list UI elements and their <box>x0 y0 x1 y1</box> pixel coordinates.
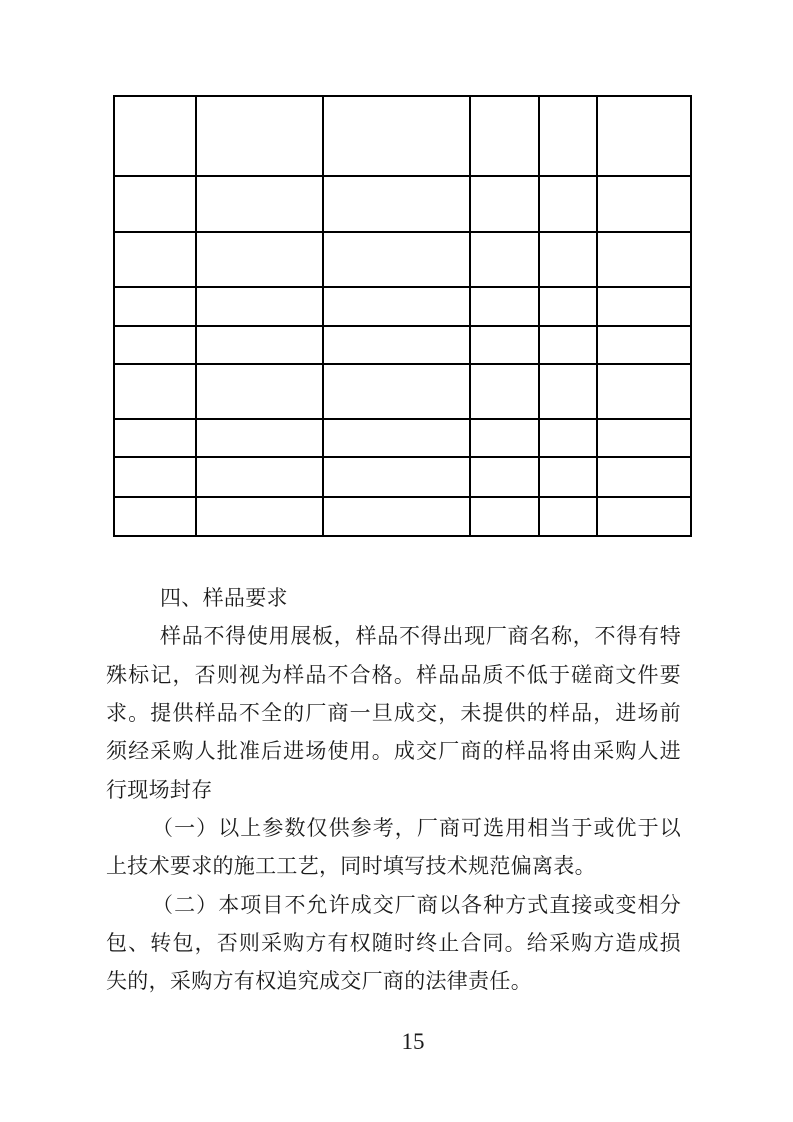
table-cell <box>597 176 691 232</box>
table-cell <box>470 96 539 176</box>
table-cell <box>114 232 196 287</box>
table-cell <box>597 326 691 364</box>
table-cell <box>196 326 323 364</box>
paragraph-1-line-2: 殊标记，否则视为样品不合格。样品品质不低于磋商文件要 <box>106 662 681 687</box>
table-cell <box>114 96 196 176</box>
table-cell <box>114 364 196 419</box>
table-cell <box>597 287 691 326</box>
table-cell <box>323 497 470 536</box>
table-cell <box>196 457 323 497</box>
table-cell <box>470 326 539 364</box>
table-cell <box>114 176 196 232</box>
table-cell <box>470 364 539 419</box>
table-cell <box>470 497 539 536</box>
document-body-text <box>106 579 681 1001</box>
table-cell <box>539 96 597 176</box>
sample-table <box>113 95 692 537</box>
table-cell <box>196 419 323 457</box>
paragraph-2-line-1: （一）以上参数仅供参考，厂商可选用相当于或优于以 <box>152 816 681 841</box>
table-cell <box>597 419 691 457</box>
table-cell <box>539 326 597 364</box>
table-row <box>114 457 691 497</box>
table-cell <box>470 419 539 457</box>
table-cell <box>196 364 323 419</box>
table-cell <box>597 96 691 176</box>
table-cell <box>539 364 597 419</box>
table-cell <box>196 96 323 176</box>
table-cell <box>539 419 597 457</box>
table-cell <box>196 176 323 232</box>
table-cell <box>196 497 323 536</box>
table-cell <box>323 419 470 457</box>
table-cell <box>323 287 470 326</box>
table-cell <box>597 364 691 419</box>
table-cell <box>597 497 691 536</box>
paragraph-2-line-2: 上技术要求的施工工艺，同时填写技术规范偏离表。 <box>106 854 596 879</box>
table-cell <box>470 287 539 326</box>
paragraph-3-line-2: 包、转包，否则采购方有权随时终止合同。给采购方造成损 <box>106 931 681 956</box>
table-row <box>114 96 691 176</box>
table-cell <box>114 287 196 326</box>
table-cell <box>323 326 470 364</box>
table-row <box>114 419 691 457</box>
paragraph-3-line-1: （二）本项目不允许成交厂商以各种方式直接或变相分 <box>152 892 681 917</box>
table-cell <box>114 326 196 364</box>
table-cell <box>539 497 597 536</box>
section-heading: 四、样品要求 <box>160 586 288 610</box>
table-cell <box>323 457 470 497</box>
paragraph-1-line-1: 样品不得使用展板，样品不得出现厂商名称，不得有特 <box>160 624 681 649</box>
table-row <box>114 497 691 536</box>
table-row <box>114 364 691 419</box>
table-cell <box>539 232 597 287</box>
paragraph-1-line-4: 须经采购人批准后进场使用。成交厂商的样品将由采购人进 <box>106 739 681 764</box>
page-number: 15 <box>401 1029 425 1054</box>
table-cell <box>597 232 691 287</box>
table-cell <box>539 287 597 326</box>
table-cell <box>470 232 539 287</box>
table-cell <box>114 497 196 536</box>
table-cell <box>114 457 196 497</box>
table-cell <box>114 419 196 457</box>
table-cell <box>196 232 323 287</box>
table-cell <box>323 96 470 176</box>
table-cell <box>323 364 470 419</box>
table-row <box>114 176 691 232</box>
sample-table-body <box>114 96 691 536</box>
table-cell <box>470 457 539 497</box>
paragraph-1-line-5: 行现场封存 <box>106 777 213 802</box>
table-row <box>114 326 691 364</box>
paragraph-1-line-3: 求。提供样品不全的厂商一旦成交，未提供的样品，进场前 <box>106 701 681 726</box>
table-cell <box>323 232 470 287</box>
table-cell <box>470 176 539 232</box>
table-row <box>114 287 691 326</box>
table-cell <box>597 457 691 497</box>
table-row <box>114 232 691 287</box>
table-cell <box>539 457 597 497</box>
table-cell <box>196 287 323 326</box>
paragraph-3-line-3: 失的，采购方有权追究成交厂商的法律责任。 <box>106 969 532 994</box>
table-cell <box>539 176 597 232</box>
table-cell <box>323 176 470 232</box>
